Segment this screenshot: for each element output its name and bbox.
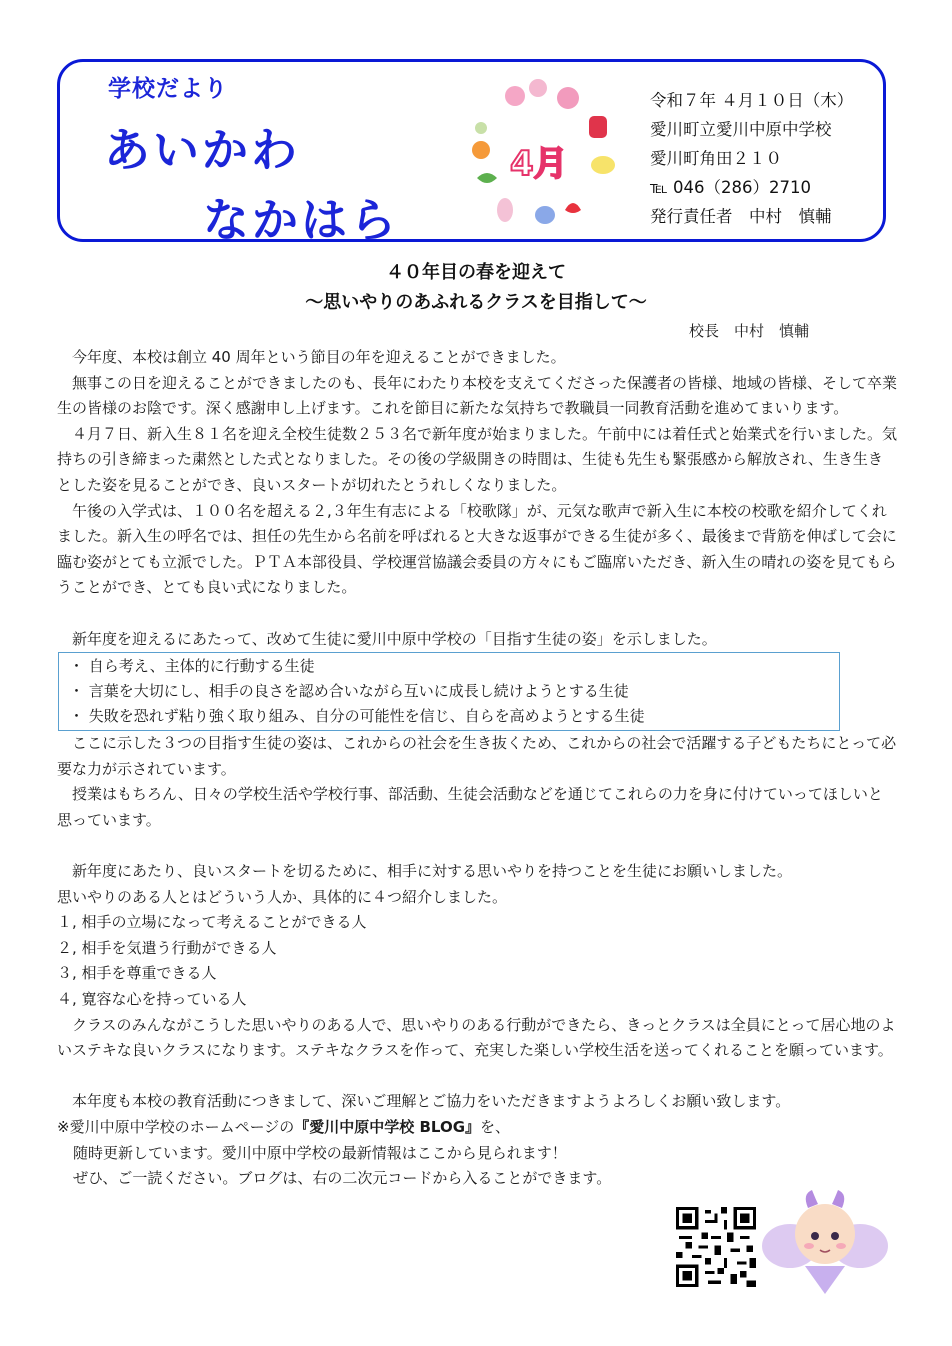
paragraph: ここに示した３つの目指す生徒の姿は、これからの社会を生き抜くため、これからの社会で活躍する子どもたちにとって必要な力が示されています。 [57,734,897,778]
month-badge: 4月 [510,144,568,184]
blog-note-line3: ぜひ、ご一読ください。ブログは、右の二次元コードから入ることができます。 [73,1169,612,1188]
article-body [57,345,897,1192]
blog-note-prefix: ※愛川中原中学校のホームページの [57,1118,295,1137]
newsletter-title-line2: なかはら [203,193,399,247]
closing-paragraph: 本年度も本校の教育活動につきまして、深いご理解とご協力をいただきますようよろしくお願い致します。 [72,1092,791,1111]
issue-date: 令和７年 ４月１０日（木） [650,91,854,110]
paragraph: 無事この日を迎えることができましたのも、長年にわたり本校を支えてくださった保護者の皆様、地域の皆様、そして卒業生の皆様のお陰です。深く感謝申し上げます。これを節目に新たな気持ちで教職員一同教育活動を進めてまいります。 [57,373,898,418]
goals-box [58,652,840,731]
school-address: 愛川町角田２１０ [650,149,782,168]
article-title: ４０年目の春を迎えて [386,262,566,283]
article-subtitle: ～思いやりのあふれるクラスを目指して～ [305,292,647,313]
paragraph: 授業はもちろん、日々の学校生活や学校行事、部活動、生徒会活動などを通じてこれらの力を身に付けていってほしいと思っています。 [57,785,883,829]
goal-item: ・ 自ら考え、主体的に行動する生徒 [69,657,315,676]
april-illustration [455,70,625,230]
school-phone: ℡ 046（286）2710 [650,178,811,197]
fairy-mascot [760,1186,890,1298]
paragraph: クラスのみんながこうした思いやりのある人で、思いやりのある行動ができたら、きっとクラスは全員にとって居心地のよいステキな良いクラスになります。ステキなクラスを作って、充実した楽しい学校生活を送ってくれることを願っています。 [57,1015,896,1060]
paragraph: 午後の入学式は、１００名を超える２,３年生有志による「校歌隊」が、元気な歌声で新入生に本校の校歌を紹介してくれました。新入生の呼名では、担任の先生から名前を呼ばれると大きな返事ができる生徒が多く、最後まで背筋を伸ばして会に臨む姿がとても立派でした。ＰＴＡ本部役員、学校運営協議会委員の方々にもご臨席いただき、新入生の晴れの姿を見てもらうことができ、とても良い式になりました。 [57,501,897,597]
kindness-item: ３, 相手を尊重できる人 [57,964,217,983]
blog-name-link[interactable]: 『愛川中原中学校 BLOG』 [294,1118,481,1137]
qr-code-icon[interactable] [676,1207,756,1287]
goal-item: ・ 言葉を大切にし、相手の良さを認め合いながら互いに成長し続けようとする生徒 [69,682,629,701]
paragraph: ４月７日、新入生８１名を迎え全校生徒数２５３名で新年度が始まりました。午前中には着任式と始業式を行いました。気持ちの引き締まった粛然とした式となりました。その後の学級開きの時間は、生徒も先生も緊張感から解放され、生き生きとした姿を見ることができ、良いスタートが切れたとうれしくなりました。 [57,424,898,494]
kindness-intro-2: 思いやりのある人とはどういう人か、具体的に４つ紹介しました。 [57,887,508,906]
kindness-item: ２, 相手を気遣う行動ができる人 [57,938,277,957]
school-name: 愛川町立愛川中原中学校 [650,120,832,139]
paragraph: 今年度、本校は創立 40 周年という節目の年を迎えることができました。 [72,348,566,366]
kindness-intro: 新年度にあたり、良いスタートを切るために、相手に対する思いやりを持つことを生徒にお願いしました。 [72,862,793,881]
goals-intro: 新年度を迎えるにあたって、改めて生徒に愛川中原中学校の「目指す生徒の姿」を示しました。 [72,629,717,648]
goal-item: ・ 失敗を恐れず粘り強く取り組み、自分の可能性を信じ、自らを高めようとする生徒 [69,707,645,726]
newsletter-title-line1: あいかわ [104,123,300,177]
blog-note-suffix: を、 [480,1118,511,1137]
kindness-item: ４, 寛容な心を持っている人 [57,990,247,1009]
kindness-item: １, 相手の立場になって考えることができる人 [57,913,367,932]
article-author: 校長 中村 慎輔 [689,322,810,340]
blog-note-line2: 随時更新しています。愛川中原中学校の最新情報はここから見られます！ [73,1143,567,1162]
masthead-info [650,86,853,231]
blog-note [57,1115,897,1141]
newsletter-label: 学校だより [108,76,228,102]
publisher: 発行責任者 中村 慎輔 [650,207,832,226]
